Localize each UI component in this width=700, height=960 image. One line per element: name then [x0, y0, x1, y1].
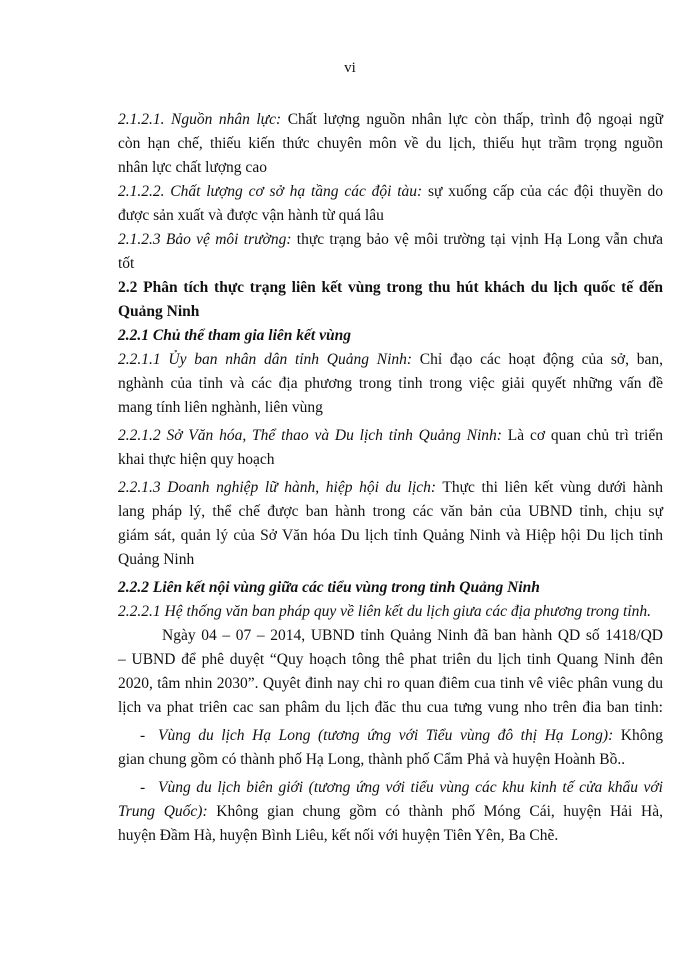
line-text: Là cơ quan chủ trì triển [501, 427, 663, 444]
bullet-item [118, 724, 663, 772]
text-line: – UBND để phê duyệt “Quy hoạch tông thê phat triên du lịch tinh Quang Ninh đên [118, 651, 663, 668]
text-line: được sản xuất và được vận hành từ quá lâu [118, 207, 384, 224]
heading-2-2-2: 2.2.2 Liên kết nội vùng giữa các tiểu vùng trong tỉnh Quảng Ninh [118, 579, 540, 596]
heading-2-2 [118, 276, 663, 324]
bullet-item [118, 776, 663, 848]
text-line: Quảng Ninh [118, 551, 195, 568]
text-line: 2020, tâm nhin 2030”. Quyêt đinh nay chi ro quan điêm cua tinh vê viêc phân vung du [118, 675, 663, 692]
text-line: huyện Đầm Hà, huyện Bình Liêu, kết nối với huyện Tiên Yên, Ba Chẽ. [118, 827, 559, 844]
line-text: Thực thi liên kết vùng dưới hành [436, 479, 663, 496]
text-line [118, 476, 663, 500]
document-body [118, 108, 663, 848]
text-line: gian chung gồm có thành phố Hạ Long, thành phố Cẩm Phả và huyện Hoành Bồ.. [118, 751, 626, 768]
text-line [118, 108, 663, 132]
line-text: Chỉ đạo các hoạt động của sở, ban, [412, 351, 663, 368]
text-line [118, 800, 663, 824]
paragraph-2-2-1-1 [118, 348, 663, 420]
text-line: còn hạn chế, thiếu kiến thức chuyên môn về du lịch, thiếu hụt trầm trọng nguồn [118, 135, 663, 152]
line-text: thực trạng bảo vệ môi trường tại vịnh Hạ Long vẫn chưa [291, 231, 663, 248]
paragraph-2-1-2-3 [118, 228, 663, 276]
paragraph-2-1-2-1 [118, 108, 663, 180]
decision-paragraph [118, 624, 663, 720]
text-line: khai thực hiện quy hoạch [118, 451, 275, 468]
italic-lead: 2.1.2.2. Chất lượng cơ sở hạ tầng các đội tàu: [118, 183, 423, 200]
text-line [118, 348, 663, 372]
paragraph-2-2-1-2 [118, 424, 663, 472]
italic-lead: Vùng du lịch Hạ Long (tương ứng với Tiểu vùng đô thị Hạ Long): [158, 727, 614, 744]
italic-lead: 2.2.1.1 Ủy ban nhân dân tỉnh Quảng Ninh: [118, 351, 413, 368]
paragraph-2-1-2-2 [118, 180, 663, 228]
line-text: Không gian chung gồm có thành phố Móng Cái, huyện Hải Hà, [207, 803, 663, 820]
text-line: nhân lực chất lượng cao [118, 159, 267, 176]
italic-lead: 2.1.2.3 Bảo vệ môi trường: [118, 231, 292, 248]
heading-2-2-1: 2.2.1 Chủ thể tham gia liên kết vùng [118, 327, 351, 344]
heading-line: Quảng Ninh [118, 303, 200, 320]
heading-line: 2.2 Phân tích thực trạng liên kết vùng trong thu hút khách du lịch quốc tế đến [118, 279, 663, 296]
dash-marker: - [140, 779, 146, 796]
text-line: tốt [118, 255, 135, 272]
page-number: vi [344, 60, 356, 76]
text-line: giám sát, quản lý của Sở Văn hóa Du lịch tỉnh Quảng Ninh và Hiệp hội Du lịch tỉnh [118, 527, 663, 544]
text-line [118, 180, 663, 204]
text-line: lịch va phat triên cac san phâm du lịch đăc thu cua tưng vung nho trên đia ban tinh: [118, 699, 663, 716]
text-line: Ngày 04 – 07 – 2014, UBND tỉnh Quảng Ninh đã ban hành QD số 1418/QD [162, 627, 663, 644]
text-line [118, 424, 663, 448]
italic-lead: 2.1.2.1. Nguồn nhân lực: [118, 111, 282, 128]
italic-lead: 2.2.1.2 Sở Văn hóa, Thể thao và Du lịch tỉnh Quảng Ninh: [118, 427, 502, 444]
text-line [118, 724, 663, 748]
italic-lead: Vùng du lịch biên giới (tương ứng với tiểu vùng các khu kinh tế cửa khẩu với [158, 779, 663, 796]
text-line [118, 776, 663, 800]
subheading-2-2-2-1: 2.2.2.1 Hệ thống văn ban pháp quy về liên kết du lịch giưa các địa phương trong tỉnh. [118, 603, 652, 620]
text-line: nghành của tỉnh và các địa phương trong tỉnh trong việc giải quyết những vấn đề [118, 375, 663, 392]
paragraph-2-2-1-3 [118, 476, 663, 572]
text-line: mang tính liên nghành, liên vùng [118, 399, 323, 416]
italic-lead: Trung Quốc): [118, 803, 208, 820]
text-line: lang pháp lý, thể chế được ban hành trong các văn bản của UBND tỉnh, chịu sự [118, 503, 663, 520]
line-text: sự xuống cấp của các đội thuyền do [422, 183, 663, 200]
text-line [118, 228, 663, 252]
line-text: Chất lượng nguồn nhân lực còn thấp, trình độ ngoại ngữ [281, 111, 664, 128]
italic-lead: 2.2.1.3 Doanh nghiệp lữ hành, hiệp hội du lịch: [118, 479, 437, 496]
line-text: Không [613, 727, 663, 744]
dash-marker: - [140, 727, 146, 744]
